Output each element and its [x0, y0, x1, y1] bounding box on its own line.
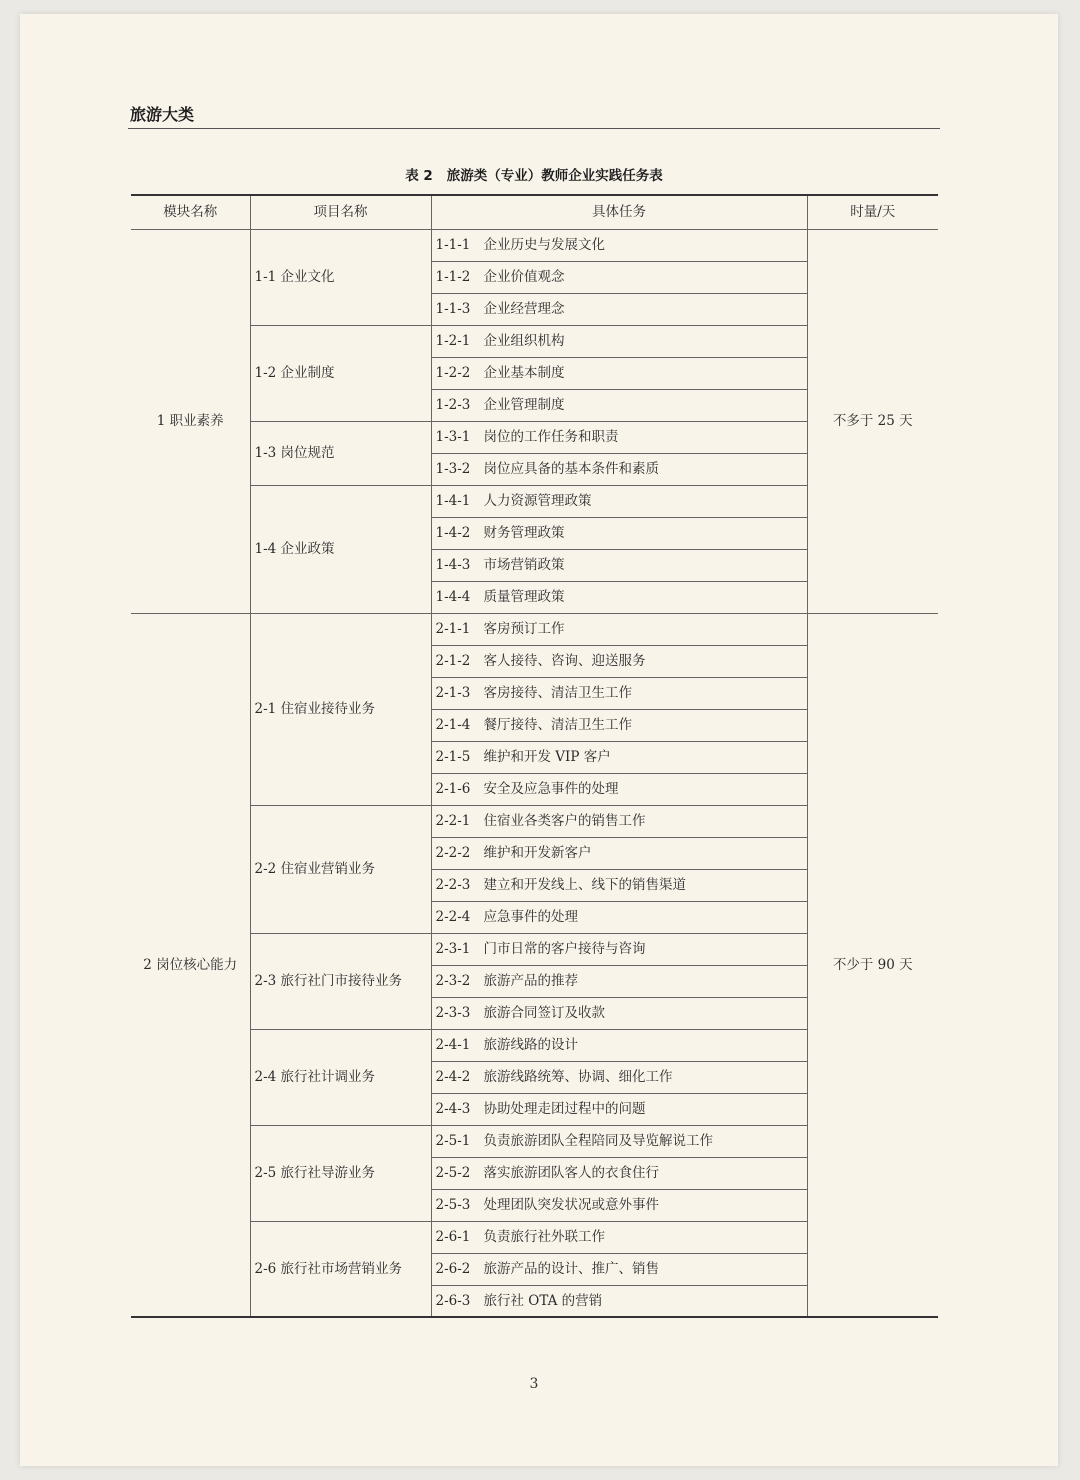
task-text: 住宿业各类客户的销售工作: [483, 813, 646, 829]
task-cell: [431, 261, 807, 293]
task-cell: [431, 485, 807, 517]
task-code: 2-1-2: [435, 653, 471, 669]
task-cell: [431, 1125, 807, 1157]
days-cell: 不多于 25 天: [807, 229, 938, 613]
task-code: 2-6-2: [435, 1261, 471, 1277]
task-text: 旅游线路统筹、协调、细化工作: [483, 1069, 673, 1085]
table-caption-title: 旅游类（专业）教师企业实践任务表: [446, 168, 663, 184]
task-code: 1-2-1: [435, 333, 471, 349]
task-text: 旅游合同签订及收款: [483, 1005, 605, 1021]
task-text: 企业历史与发展文化: [483, 237, 605, 253]
project-name-cell: 2-5 旅行社导游业务: [250, 1125, 431, 1221]
task-text: 企业管理制度: [483, 397, 565, 413]
task-cell: [431, 709, 807, 741]
task-cell: [431, 805, 807, 837]
task-cell: [431, 997, 807, 1029]
task-cell: [431, 869, 807, 901]
task-cell: [431, 1189, 807, 1221]
project-name-cell: 1-2 企业制度: [250, 325, 431, 421]
task-cell: [431, 965, 807, 997]
task-code: 2-1-4: [435, 717, 471, 733]
task-code: 2-6-3: [435, 1292, 471, 1309]
task-cell: [431, 1157, 807, 1189]
task-cell: [431, 1221, 807, 1253]
table-caption: [128, 164, 940, 184]
task-code: 2-2-3: [435, 877, 471, 893]
running-header: 旅游大类: [130, 105, 195, 124]
task-text: 客房预订工作: [483, 621, 565, 637]
project-name-cell: 2-3 旅行社门市接待业务: [250, 933, 431, 1029]
task-text: 负责旅行社外联工作: [483, 1229, 605, 1245]
task-code: 2-2-2: [435, 845, 471, 861]
task-code: 1-2-2: [435, 365, 471, 381]
column-header-task: 具体任务: [431, 195, 807, 229]
task-text: 客人接待、咨询、迎送服务: [483, 653, 646, 669]
task-code: 2-2-4: [435, 909, 471, 925]
task-text: 岗位的工作任务和职责: [483, 429, 619, 445]
task-text: 客房接待、清洁卫生工作: [483, 685, 632, 701]
task-cell: [431, 837, 807, 869]
task-text: 安全及应急事件的处理: [483, 781, 619, 797]
task-cell: [431, 325, 807, 357]
task-cell: [431, 229, 807, 261]
task-code: 2-3-2: [435, 973, 471, 989]
task-text: 企业组织机构: [483, 333, 565, 349]
task-code: 2-5-1: [435, 1133, 471, 1149]
task-code: 2-5-2: [435, 1165, 471, 1181]
project-name-cell: 1-3 岗位规范: [250, 421, 431, 485]
task-text: 协助处理走团过程中的问题: [483, 1101, 646, 1117]
column-header-project: 项目名称: [250, 195, 431, 229]
task-cell: [431, 1061, 807, 1093]
task-text: 旅游产品的设计、推广、销售: [483, 1261, 659, 1277]
table-row: [131, 229, 938, 261]
project-name-cell: 1-4 企业政策: [250, 485, 431, 613]
task-cell: [431, 421, 807, 453]
task-code: 2-2-1: [435, 813, 471, 829]
task-code: 2-1-5: [435, 749, 471, 765]
task-code: 2-6-1: [435, 1229, 471, 1245]
task-cell: [431, 901, 807, 933]
task-code: 2-3-1: [435, 941, 471, 957]
task-code: 1-4-1: [435, 493, 471, 509]
task-cell: [431, 645, 807, 677]
task-cell: [431, 677, 807, 709]
task-code: 2-4-3: [435, 1101, 471, 1117]
task-code: 2-4-2: [435, 1069, 471, 1085]
task-text: 财务管理政策: [483, 525, 565, 541]
table-header-row: [131, 195, 938, 229]
project-name-cell: 1-1 企业文化: [250, 229, 431, 325]
task-code: 2-4-1: [435, 1037, 471, 1053]
task-text: 旅行社 OTA 的营销: [483, 1292, 603, 1309]
column-header-days: 时量/天: [807, 195, 938, 229]
task-code: 1-1-3: [435, 301, 471, 317]
task-cell: [431, 1093, 807, 1125]
task-text: 旅游线路的设计: [483, 1037, 578, 1053]
task-text: 岗位应具备的基本条件和素质: [483, 461, 659, 477]
table-caption-number: 表 2: [405, 168, 433, 184]
task-cell: [431, 773, 807, 805]
task-cell: [431, 1029, 807, 1061]
task-text: 旅游产品的推荐: [483, 973, 578, 989]
task-code: 1-3-2: [435, 461, 471, 477]
task-text: 企业基本制度: [483, 365, 565, 381]
project-name-cell: 2-6 旅行社市场营销业务: [250, 1221, 431, 1317]
task-text: 建立和开发线上、线下的销售渠道: [483, 877, 686, 893]
task-code: 1-1-1: [435, 237, 471, 253]
task-text: 处理团队突发状况或意外事件: [483, 1197, 659, 1213]
task-cell: [431, 357, 807, 389]
task-text: 人力资源管理政策: [483, 493, 592, 509]
task-code: 1-3-1: [435, 429, 471, 445]
module-name-cell: 1 职业素养: [131, 229, 250, 613]
task-cell: [431, 1253, 807, 1285]
task-text: 落实旅游团队客人的衣食住行: [483, 1165, 659, 1181]
task-cell: [431, 1285, 807, 1317]
task-text: 负责旅游团队全程陪同及导览解说工作: [483, 1133, 713, 1149]
task-cell: [431, 293, 807, 325]
task-cell: [431, 581, 807, 613]
header-rule: [128, 128, 940, 129]
task-cell: [431, 933, 807, 965]
project-name-cell: 2-1 住宿业接待业务: [250, 613, 431, 805]
task-text: 企业经营理念: [483, 301, 565, 317]
task-cell: [431, 741, 807, 773]
task-text: 质量管理政策: [483, 589, 565, 605]
task-cell: [431, 613, 807, 645]
task-text: 维护和开发新客户: [483, 845, 592, 861]
task-code: 2-1-1: [435, 621, 471, 637]
task-code: 1-4-4: [435, 589, 471, 605]
task-table-body: [131, 229, 938, 1317]
page-number: 3: [529, 1376, 539, 1392]
task-cell: [431, 549, 807, 581]
task-text: 应急事件的处理: [483, 909, 578, 925]
task-code: 1-2-3: [435, 397, 471, 413]
document-page: [20, 14, 1058, 1466]
task-code: 1-1-2: [435, 269, 471, 285]
task-code: 2-5-3: [435, 1197, 471, 1213]
task-cell: [431, 453, 807, 485]
task-cell: [431, 517, 807, 549]
task-table: [131, 194, 938, 1318]
task-text: 维护和开发 VIP 客户: [483, 749, 611, 765]
task-text: 餐厅接待、清洁卫生工作: [483, 717, 632, 733]
column-header-module: 模块名称: [131, 195, 250, 229]
project-name-cell: 2-2 住宿业营销业务: [250, 805, 431, 933]
task-cell: [431, 389, 807, 421]
task-text: 企业价值观念: [483, 269, 565, 285]
task-code: 1-4-3: [435, 557, 471, 573]
task-code: 2-1-3: [435, 685, 471, 701]
days-cell: 不少于 90 天: [807, 613, 938, 1317]
task-text: 门市日常的客户接待与咨询: [483, 941, 646, 957]
task-code: 2-3-3: [435, 1005, 471, 1021]
task-text: 市场营销政策: [483, 557, 565, 573]
project-name-cell: 2-4 旅行社计调业务: [250, 1029, 431, 1125]
module-name-cell: 2 岗位核心能力: [131, 613, 250, 1317]
task-code: 2-1-6: [435, 781, 471, 797]
task-code: 1-4-2: [435, 525, 471, 541]
table-row: [131, 613, 938, 645]
